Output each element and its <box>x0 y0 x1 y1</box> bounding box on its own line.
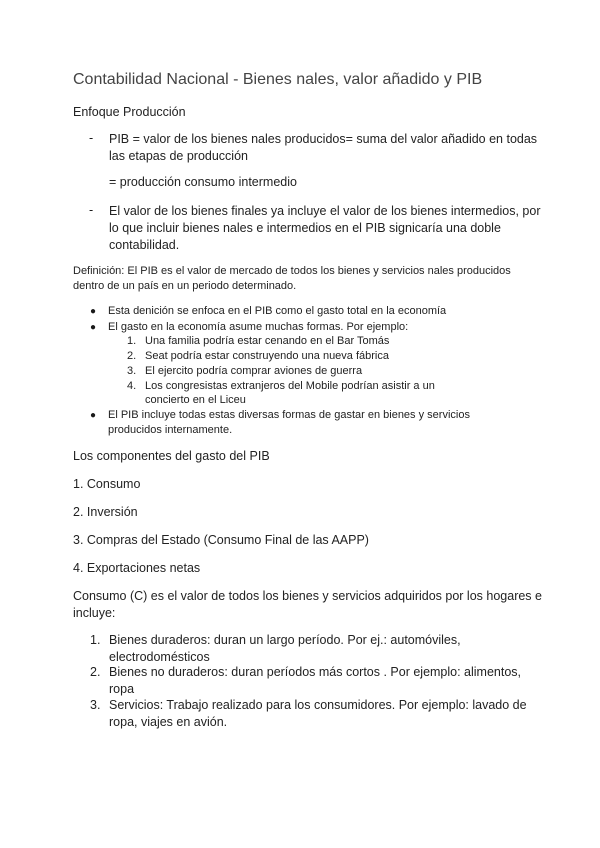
bullet-icon: ● <box>90 306 97 317</box>
bullet-item-pib-line2: producidos internamente. <box>108 424 233 436</box>
consumo-intro-line1: Consumo (C) es el valor de todos los bienes y servicios adquiridos por los hogares e <box>73 589 542 603</box>
component-item: 3. Compras del Estado (Consumo Final de las AAPP) <box>73 533 369 547</box>
example-item-ejercito: El ejercito podría comprar aviones de guerra <box>145 365 363 377</box>
consumo-item-no-duraderos-line1: Bienes no duraderos: duran períodos más cortos . Por ejemplo: alimentos, <box>109 665 522 679</box>
page-title: Contabilidad Nacional - Bienes nales, valor añadido y PIB <box>73 71 483 88</box>
consumo-number: 2. <box>90 665 101 679</box>
component-item: 1. Consumo <box>73 477 141 491</box>
example-number: 4. <box>127 380 137 392</box>
consumo-intro-line2: incluye: <box>73 606 116 620</box>
example-number: 1. <box>127 335 137 347</box>
consumo-number: 3. <box>90 698 101 712</box>
example-number: 2. <box>127 350 137 362</box>
example-item-familia: Una familia podría estar cenando en el Bar Tomás <box>145 335 390 347</box>
bullet-icon: ● <box>90 410 97 421</box>
bullet-icon: ● <box>90 322 97 333</box>
dash-item-pib-line2: las etapas de producción <box>109 149 248 163</box>
consumo-item-servicios-line2: ropa, viajes en avión. <box>109 715 228 729</box>
dash-marker: - <box>89 131 94 145</box>
component-item: 4. Exportaciones netas <box>73 561 201 575</box>
example-item-seat: Seat podría estar construyendo una nueva fábrica <box>145 350 389 362</box>
consumo-number: 1. <box>90 633 101 647</box>
dash-item-bienes-line2: lo que incluir bienes nales e intermedios en el PIB signicaría una doble <box>109 221 501 235</box>
formula: = producción consumo intermedio <box>109 175 297 189</box>
bullet-item-pib-line1: El PIB incluye todas estas diversas formas de gastar en bienes y servicios <box>108 409 470 421</box>
example-item-congresistas-line2: concierto en el Liceu <box>145 394 246 406</box>
consumo-item-servicios-line1: Servicios: Trabajo realizado para los consumidores. Por ejemplo: lavado de <box>109 698 527 712</box>
definition-line2: dentro de un país en un periodo determinado. <box>73 280 297 292</box>
dash-marker: - <box>89 203 94 217</box>
consumo-item-duraderos-line1: Bienes duraderos: duran un largo período. Por ej.: automóviles, <box>109 633 461 647</box>
section-heading-enfoque: Enfoque Producción <box>73 105 186 119</box>
example-number: 3. <box>127 365 137 377</box>
dash-item-bienes-line1: El valor de los bienes finales ya incluye el valor de los bienes intermedios, por <box>109 204 541 218</box>
dash-item-pib-line1: PIB = valor de los bienes nales producidos= suma del valor añadido en todas <box>109 132 538 146</box>
bullet-item-gasto: El gasto en la economía asume muchas formas. Por ejemplo: <box>108 321 409 333</box>
definition-line1: Definición: El PIB es el valor de mercado de todos los bienes y servicios nales producidos <box>73 265 511 277</box>
consumo-item-no-duraderos-line2: ropa <box>109 682 135 696</box>
component-item: 2. Inversión <box>73 505 138 519</box>
bullet-item-definicion: Esta denición se enfoca en el PIB como el gasto total en la economía <box>108 305 447 317</box>
section-heading-componentes: Los componentes del gasto del PIB <box>73 449 270 463</box>
dash-item-bienes-line3: contabilidad. <box>109 238 180 252</box>
example-item-congresistas-line1: Los congresistas extranjeros del Mobile podrían asistir a un <box>145 380 435 392</box>
consumo-item-duraderos-line2: electrodomésticos <box>109 650 210 664</box>
